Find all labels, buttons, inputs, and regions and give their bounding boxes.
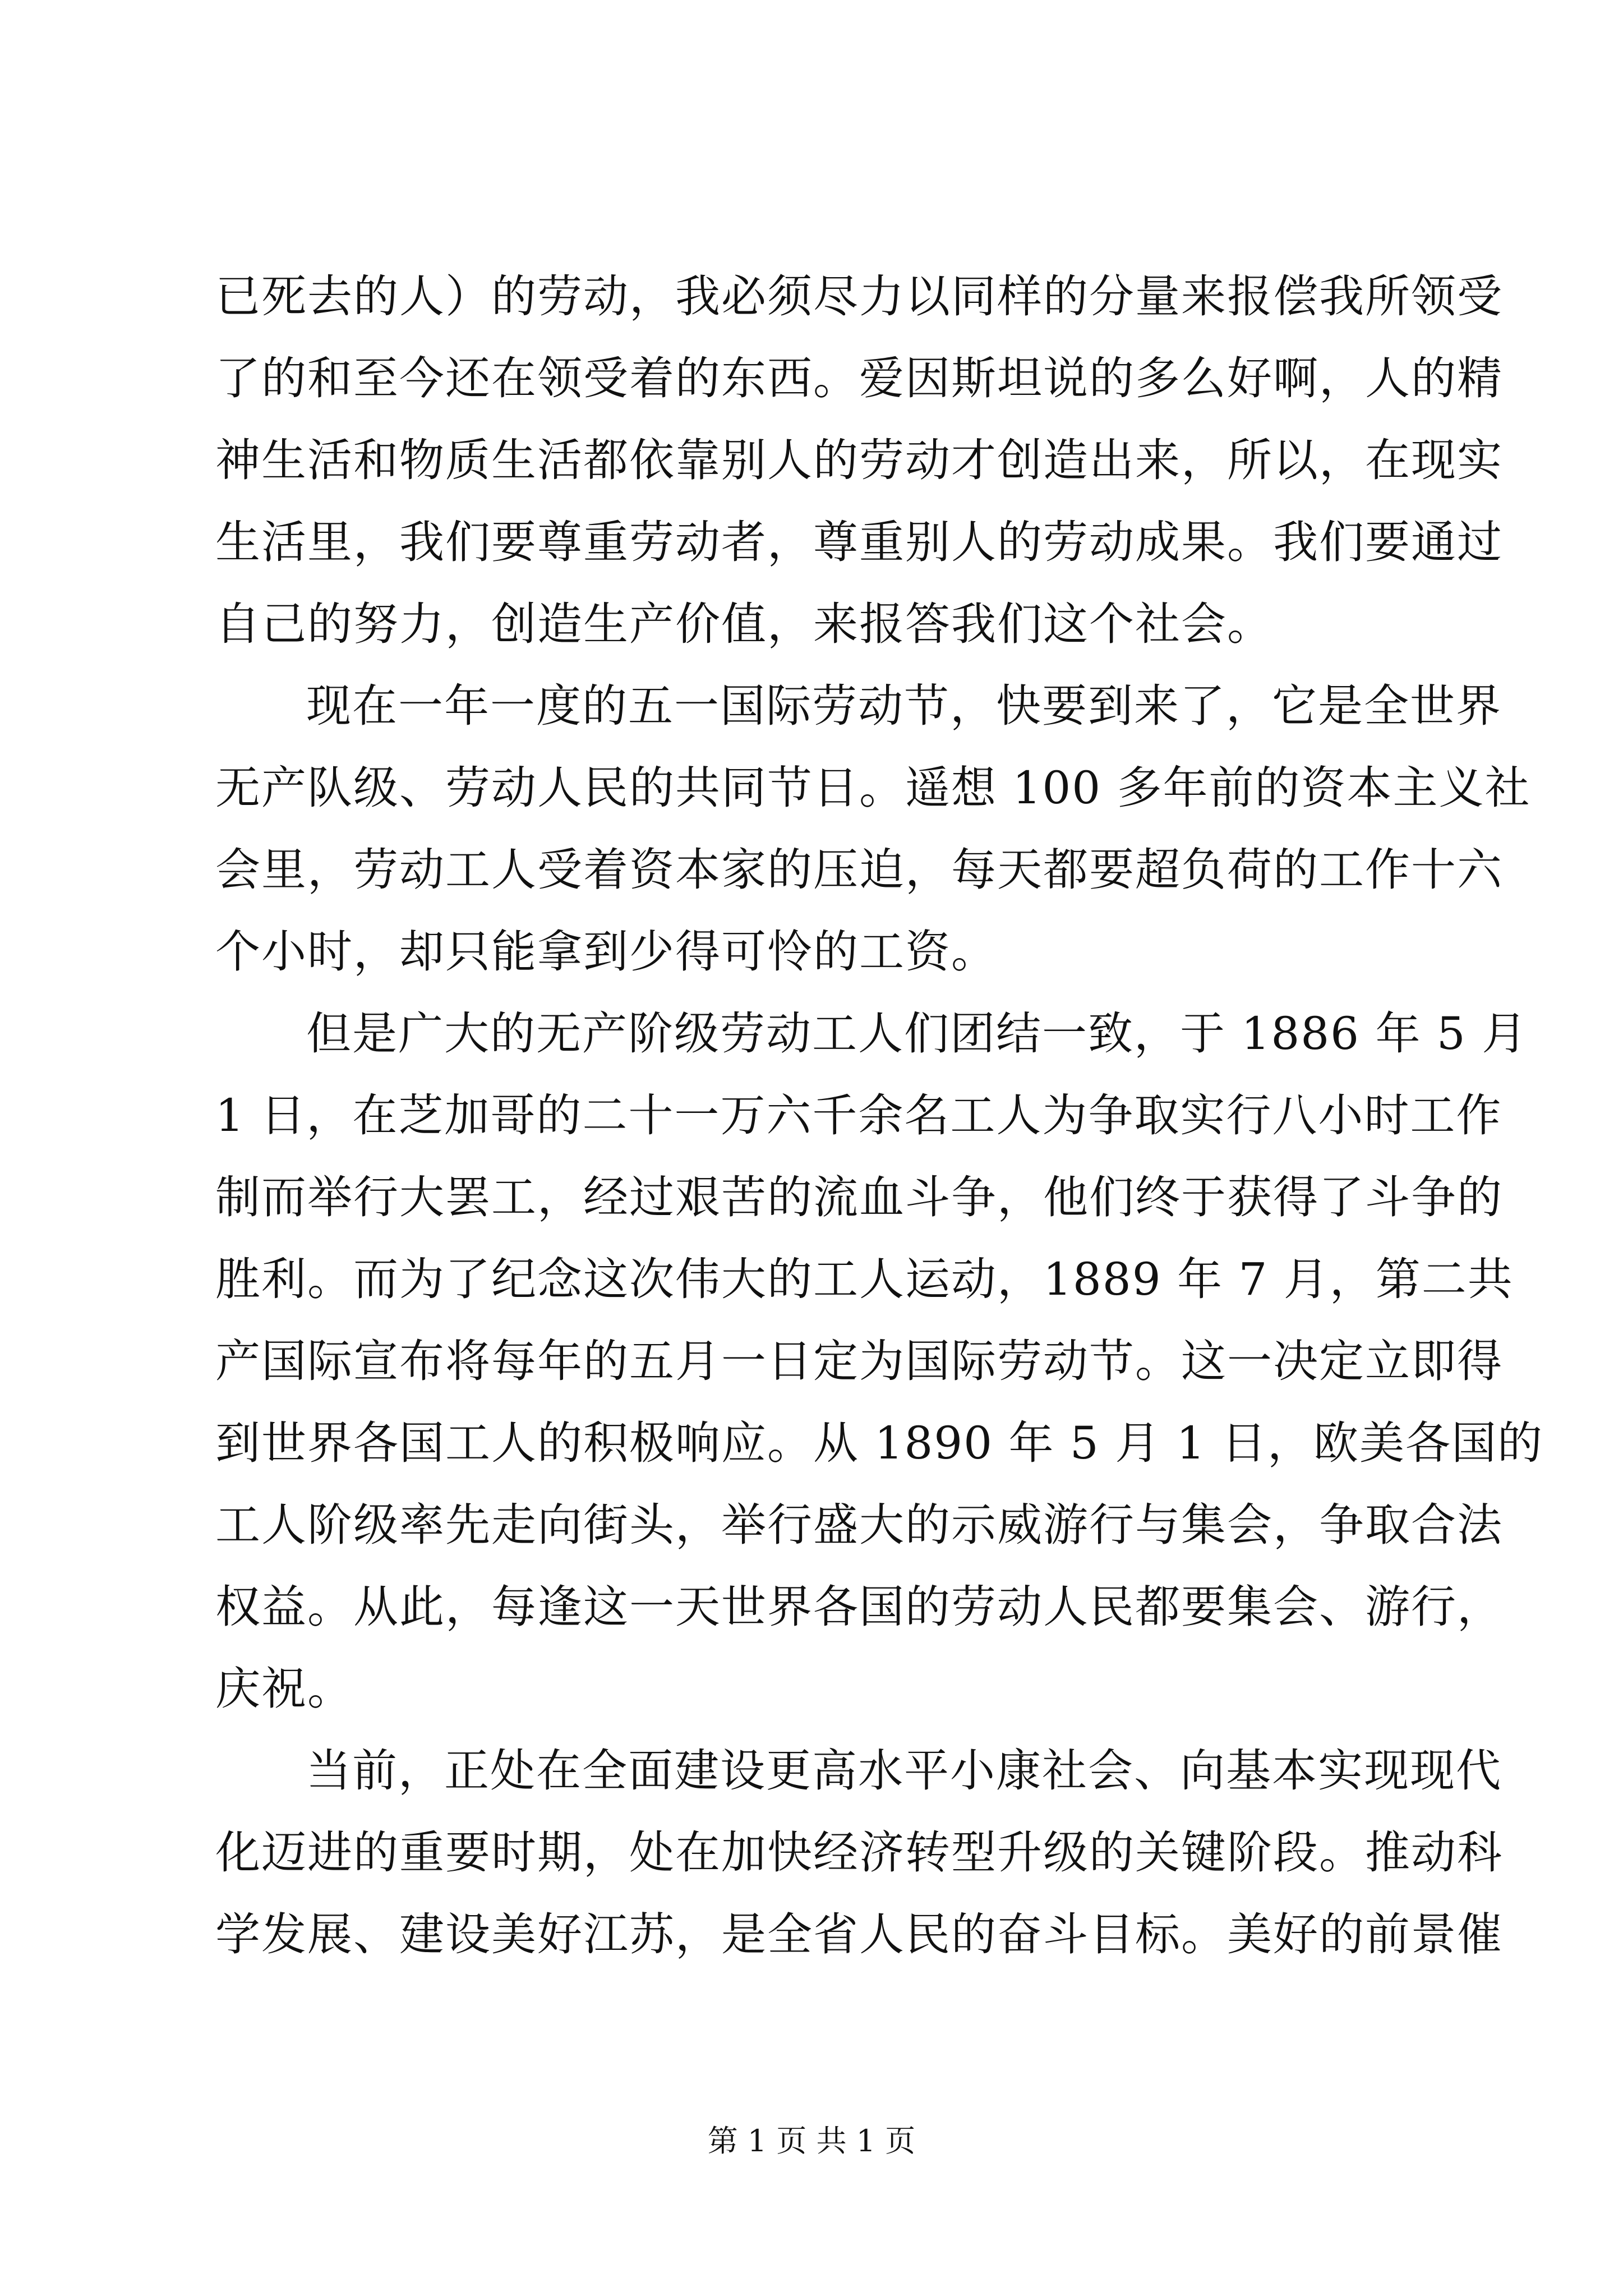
text-line: 了的和至今还在领受着的东西。爱因斯坦说的多么好啊，人的精 xyxy=(215,352,1503,404)
document-body xyxy=(215,256,1543,1976)
page-number-footer: 第 1 页 共 1 页 xyxy=(707,2123,916,2159)
paragraph-first-line: 但是广大的无产阶级劳动工人们团结一致，于 1886 年 5 月 xyxy=(306,1007,1528,1060)
text-line: 神生活和物质生活都依靠别人的劳动才创造出来，所以，在现实 xyxy=(215,434,1503,486)
text-line: 化迈进的重要时期，处在加快经济转型升级的关键阶段。推动科 xyxy=(215,1826,1503,1879)
text-line: 无产队级、劳动人民的共同节日。遥想 100 多年前的资本主义社 xyxy=(215,762,1531,814)
text-line: 产国际宣布将每年的五月一日定为国际劳动节。这一决定立即得 xyxy=(215,1335,1503,1387)
text-line: 工人阶级率先走向街头，举行盛大的示威游行与集会，争取合法 xyxy=(215,1499,1503,1551)
text-line: 会里，劳动工人受着资本家的压迫，每天都要超负荷的工作十六 xyxy=(215,844,1503,896)
text-line: 学发展、建设美好江苏，是全省人民的奋斗目标。美好的前景催 xyxy=(215,1908,1503,1961)
text-line: 庆祝。 xyxy=(215,1663,353,1715)
text-line: 自己的努力，创造生产价值，来报答我们这个社会。 xyxy=(215,598,1273,650)
text-line: 生活里，我们要尊重劳动者，尊重别人的劳动成果。我们要通过 xyxy=(215,516,1503,568)
paragraph-first-line: 当前，正处在全面建设更高水平小康社会、向基本实现现代 xyxy=(306,1745,1502,1797)
text-line: 1 日，在芝加哥的二十一万六千余名工人为争取实行八小时工作 xyxy=(215,1089,1502,1142)
text-line: 权益。从此，每逢这一天世界各国的劳动人民都要集会、游行， xyxy=(215,1581,1503,1633)
text-line: 制而举行大罢工，经过艰苦的流血斗争，他们终于获得了斗争的 xyxy=(215,1171,1503,1223)
paragraph-first-line: 现在一年一度的五一国际劳动节，快要到来了，它是全世界 xyxy=(306,680,1502,732)
text-line: 胜利。而为了纪念这次伟大的工人运动，1889 年 7 月，第二共 xyxy=(215,1253,1514,1305)
text-line: 已死去的人）的劳动，我必须尽力以同样的分量来报偿我所领受 xyxy=(215,270,1503,323)
text-line: 个小时，却只能拿到少得可怜的工资。 xyxy=(215,926,997,978)
text-line: 到世界各国工人的积极响应。从 1890 年 5 月 1 日，欧美各国的 xyxy=(215,1417,1543,1469)
